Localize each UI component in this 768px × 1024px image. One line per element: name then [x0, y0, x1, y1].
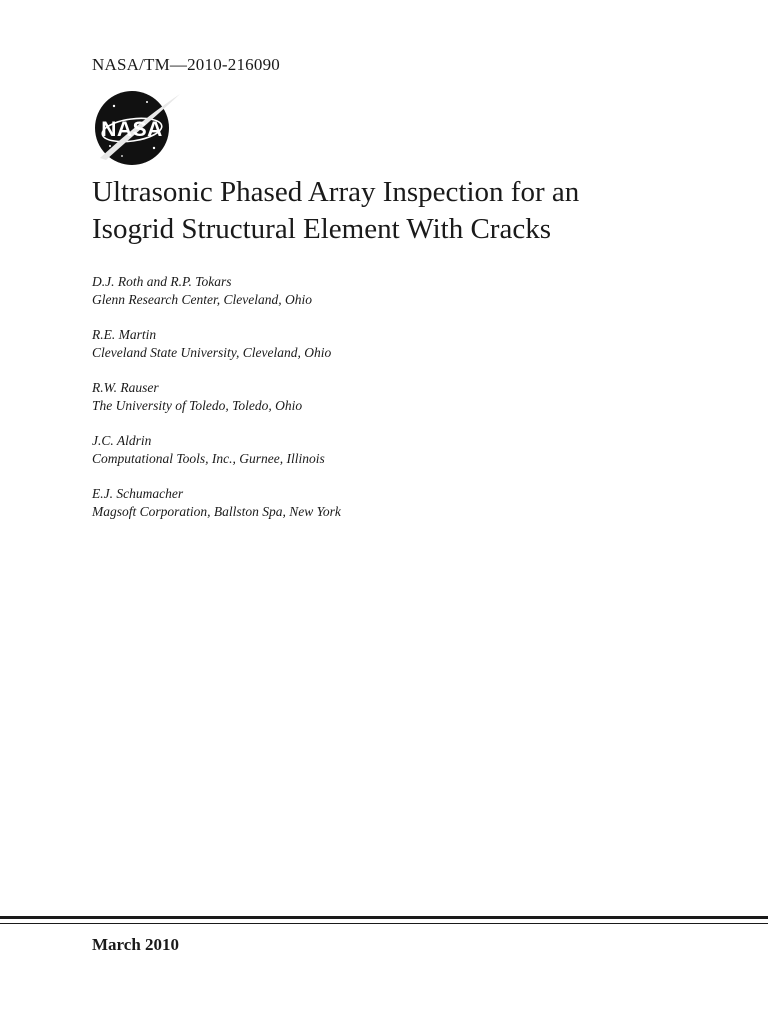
nasa-logo-icon — [92, 86, 184, 166]
author-names: R.E. Martin — [92, 327, 157, 342]
author-affiliation: Magsoft Corporation, Ballston Spa, New York — [92, 504, 341, 519]
author-affiliation: Computational Tools, Inc., Gurnee, Illinois — [92, 451, 325, 466]
title-line-2: Isogrid Structural Element With Cracks — [92, 213, 551, 245]
author-affiliation: Glenn Research Center, Cleveland, Ohio — [92, 292, 312, 307]
author-names: R.W. Rauser — [92, 380, 159, 395]
author-block — [92, 485, 692, 521]
nasa-logo-text: NASA — [101, 118, 163, 141]
footer-divider-thin — [0, 923, 768, 924]
report-number: NASA/TM—2010-216090 — [92, 55, 280, 74]
publication-date: March 2010 — [92, 935, 180, 954]
author-names: J.C. Aldrin — [92, 433, 152, 448]
author-block — [92, 273, 692, 309]
title-line-1: Ultrasonic Phased Array Inspection for an — [92, 176, 580, 208]
document-title — [92, 174, 732, 248]
author-block — [92, 326, 692, 362]
author-block — [92, 379, 692, 415]
author-names: E.J. Schumacher — [92, 486, 184, 501]
author-affiliation: Cleveland State University, Cleveland, Ohio — [92, 345, 332, 360]
author-block — [92, 432, 692, 468]
author-affiliation: The University of Toledo, Toledo, Ohio — [92, 398, 303, 413]
author-names: D.J. Roth and R.P. Tokars — [92, 274, 232, 289]
author-list — [92, 273, 692, 538]
footer-divider-thick — [0, 916, 768, 919]
